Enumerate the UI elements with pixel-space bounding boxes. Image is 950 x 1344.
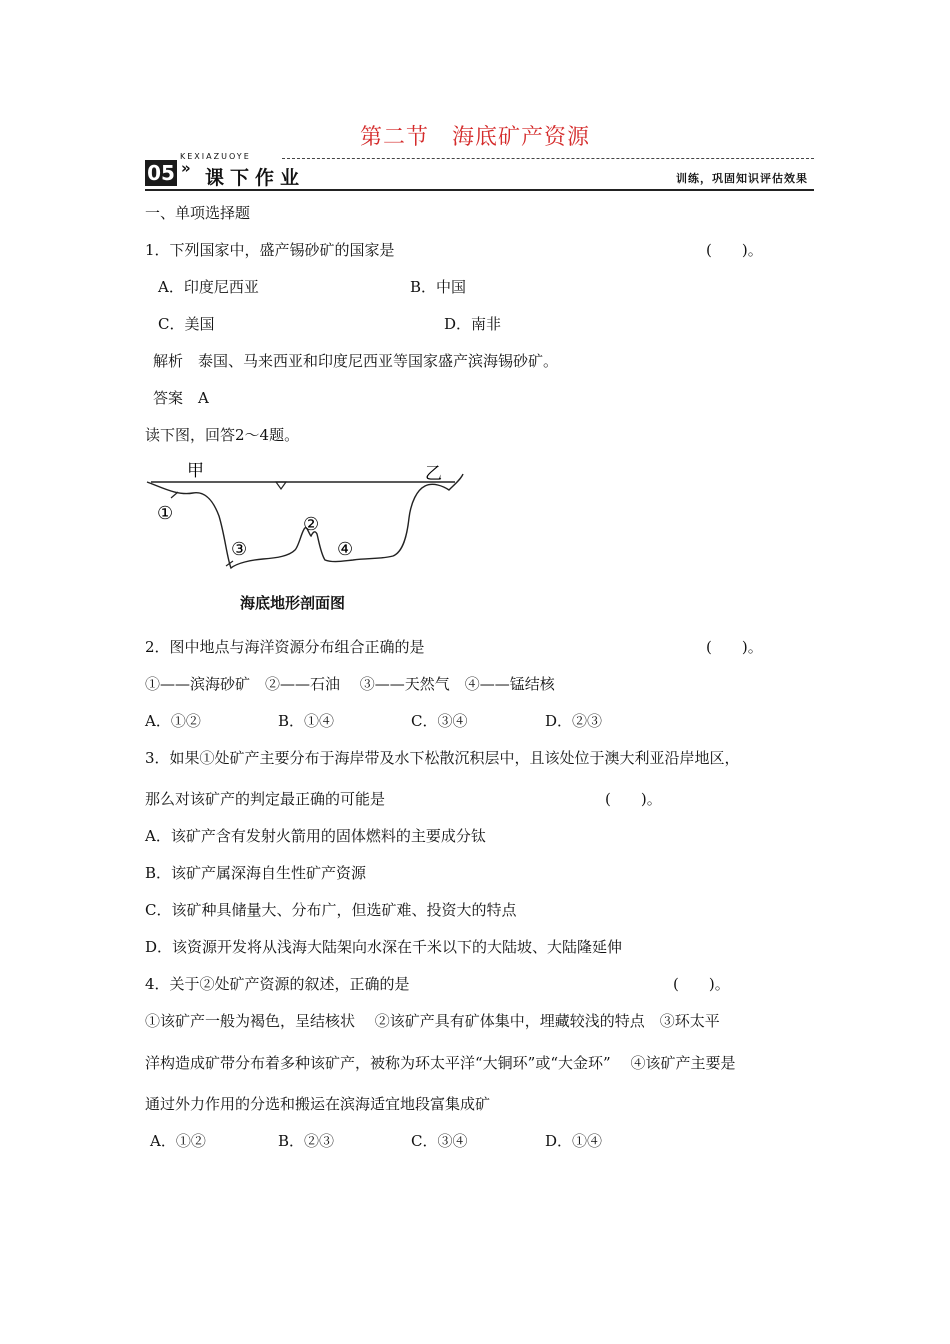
q3-stem-line1: 3．如果①处矿产主要分布于海岸带及水下松散沉积层中，且该处位于澳大利亚沿岸地区， — [145, 749, 740, 767]
label-point-4: ④ — [337, 539, 354, 560]
q1-option-b: B．中国 — [410, 278, 467, 296]
label-jia: 甲 — [187, 461, 204, 481]
q4-statement-line3: 通过外力作用的分选和搬运在滨海适宜地段富集成矿 — [145, 1095, 491, 1113]
section-heading: 一、单项选择题 — [145, 204, 251, 222]
q4-option-b: B．②③ — [278, 1132, 335, 1150]
sea-level-marker-icon — [276, 482, 286, 489]
header-section-name: 课下作业 — [205, 167, 306, 189]
read-figure-prompt: 读下图，回答2～4题。 — [145, 426, 300, 444]
q4-option-c: C．③④ — [411, 1132, 468, 1150]
q3-option-a: A．该矿产含有发射火箭用的固体燃料的主要成分钛 — [145, 827, 486, 845]
label-yi: 乙 — [425, 464, 442, 484]
q4-option-a: A．①② — [150, 1132, 206, 1150]
header-dashed-divider — [282, 158, 814, 159]
page-title: 第二节 海底矿产资源 — [359, 125, 590, 150]
point-1-tick — [171, 492, 178, 498]
header-arrow-icon: » — [181, 159, 191, 177]
q3-option-c: C．该矿种具储量大、分布广，但选矿难、投资大的特点 — [145, 901, 517, 919]
q2-option-c: C．③④ — [411, 712, 468, 730]
q4-statement-line1: ①该矿产一般为褐色，呈结核状 ②该矿产具有矿体集中，埋藏较浅的特点 ③环太平 — [145, 1012, 720, 1030]
q1-option-c: C．美国 — [158, 315, 215, 333]
q1-stem: 1．下列国家中，盛产锡砂矿的国家是 — [145, 241, 395, 259]
q2-option-b: B．①④ — [278, 712, 335, 730]
q1-answer-blank: ( )。 — [706, 241, 763, 259]
q1-analysis: 解析 泰国、马来西亚和印度尼西亚等国家盛产滨海锡砂矿。 — [153, 352, 559, 370]
q3-option-d: D．该资源开发将从浅海大陆架向水深在千米以下的大陆坡、大陆隆延伸 — [145, 938, 623, 956]
q1-option-a: A．印度尼西亚 — [158, 278, 259, 296]
q3-stem-line2: 那么对该矿产的判定最正确的可能是 — [145, 790, 386, 808]
q4-answer-blank: ( )。 — [673, 975, 730, 993]
q2-option-a: A．①② — [145, 712, 201, 730]
label-point-3: ③ — [231, 539, 248, 560]
header-divider — [145, 189, 814, 191]
header-right-note: 训练，巩固知识评估效果 — [676, 172, 808, 185]
label-point-1: ① — [157, 503, 174, 524]
q1-answer: 答案 A — [153, 389, 209, 407]
figure-caption: 海底地形剖面图 — [240, 594, 346, 612]
header-code-badge: 05 — [145, 160, 177, 186]
q2-stem: 2．图中地点与海洋资源分布组合正确的是 — [145, 638, 425, 656]
q4-stem: 4．关于②处矿产资源的叙述，正确的是 — [145, 975, 410, 993]
q3-option-b: B．该矿产属深海自生性矿产资源 — [145, 864, 367, 882]
q1-option-d: D．南非 — [444, 315, 502, 333]
seabed-profile-figure — [143, 460, 473, 589]
q2-answer-blank: ( )。 — [706, 638, 763, 656]
q4-statement-line2: 洋构造成矿带分布着多种该矿产，被称为环太平洋“大铜环”或“大金环” ④该矿产主要是 — [145, 1054, 736, 1072]
q3-answer-blank: ( )。 — [605, 790, 662, 808]
label-point-2: ② — [303, 514, 320, 535]
header-pinyin: KEXIAZUOYE — [180, 152, 251, 161]
q4-option-d: D．①④ — [545, 1132, 603, 1150]
q2-option-d: D．②③ — [545, 712, 603, 730]
seabed-profile-diagram — [143, 460, 473, 585]
q2-pairs: ①——滨海砂矿 ②——石油 ③——天然气 ④——锰结核 — [145, 675, 555, 693]
